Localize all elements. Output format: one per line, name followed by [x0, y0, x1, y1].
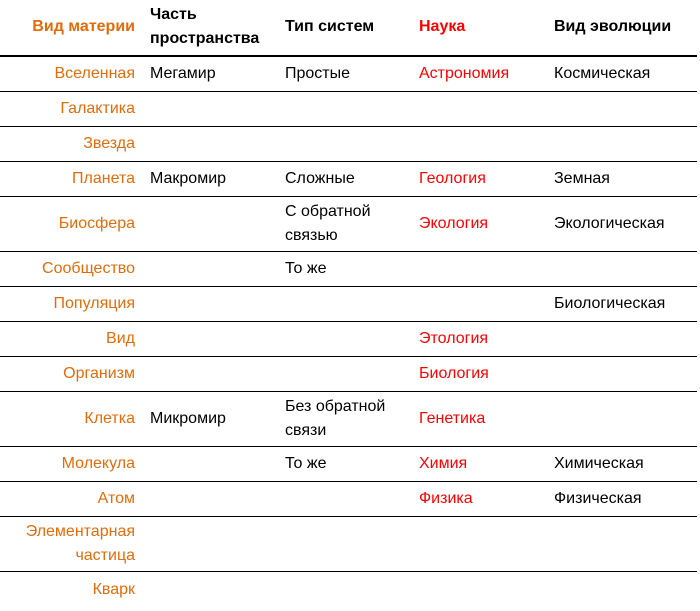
- cell-systems: [277, 516, 411, 571]
- cell-matter: Молекула: [0, 446, 142, 481]
- cell-systems: Без обратной связи: [277, 391, 411, 446]
- table-row: [0, 481, 697, 516]
- cell-evolution: [546, 356, 697, 391]
- cell-space: [142, 481, 277, 516]
- table-row: [0, 516, 697, 571]
- cell-space: [142, 196, 277, 251]
- table-row: [0, 91, 697, 126]
- cell-evolution: Биологическая: [546, 286, 697, 321]
- cell-science: Химия: [411, 446, 546, 481]
- cell-space: [142, 251, 277, 286]
- cell-matter: Планета: [0, 161, 142, 196]
- cell-space: [142, 91, 277, 126]
- table-row: [0, 391, 697, 446]
- cell-matter: Звезда: [0, 126, 142, 161]
- header-science: Наука: [411, 0, 546, 56]
- cell-evolution: Экологическая: [546, 196, 697, 251]
- cell-systems: [277, 481, 411, 516]
- cell-science: [411, 91, 546, 126]
- cell-space: [142, 571, 277, 608]
- cell-matter: Сообщество: [0, 251, 142, 286]
- table-row: [0, 56, 697, 91]
- cell-science: Экология: [411, 196, 546, 251]
- cell-matter: Элементарная частица: [0, 516, 142, 571]
- cell-evolution: [546, 571, 697, 608]
- cell-systems: [277, 356, 411, 391]
- header-system-type: Тип систем: [277, 0, 411, 56]
- cell-systems: То же: [277, 446, 411, 481]
- cell-evolution: [546, 516, 697, 571]
- cell-evolution: [546, 391, 697, 446]
- cell-systems: [277, 126, 411, 161]
- cell-science: Астрономия: [411, 56, 546, 91]
- table-row: [0, 321, 697, 356]
- cell-evolution: [546, 126, 697, 161]
- header-evolution-type: Вид эволюции: [546, 0, 697, 56]
- cell-space: Макромир: [142, 161, 277, 196]
- cell-science: Этология: [411, 321, 546, 356]
- table-row: [0, 196, 697, 251]
- header-matter-type: Вид материи: [0, 0, 142, 56]
- cell-space: [142, 321, 277, 356]
- cell-systems: [277, 286, 411, 321]
- cell-science: Генетика: [411, 391, 546, 446]
- cell-systems: С обратной связью: [277, 196, 411, 251]
- table-row: [0, 251, 697, 286]
- cell-systems: [277, 321, 411, 356]
- header-row: [0, 0, 697, 56]
- cell-matter: Вид: [0, 321, 142, 356]
- cell-science: Биология: [411, 356, 546, 391]
- cell-science: [411, 286, 546, 321]
- cell-science: [411, 516, 546, 571]
- cell-evolution: Космическая: [546, 56, 697, 91]
- cell-science: [411, 251, 546, 286]
- cell-space: [142, 516, 277, 571]
- cell-evolution: Земная: [546, 161, 697, 196]
- cell-matter: Вселенная: [0, 56, 142, 91]
- table-row: [0, 446, 697, 481]
- cell-science: Геология: [411, 161, 546, 196]
- table-row: [0, 356, 697, 391]
- table-row: [0, 126, 697, 161]
- cell-systems: То же: [277, 251, 411, 286]
- cell-systems: Простые: [277, 56, 411, 91]
- cell-evolution: [546, 321, 697, 356]
- cell-matter: Клетка: [0, 391, 142, 446]
- header-space-part: Часть пространства: [142, 0, 277, 56]
- cell-evolution: [546, 91, 697, 126]
- cell-space: [142, 126, 277, 161]
- cell-systems: Сложные: [277, 161, 411, 196]
- table-row: [0, 286, 697, 321]
- cell-systems: [277, 91, 411, 126]
- cell-evolution: [546, 251, 697, 286]
- cell-evolution: Химическая: [546, 446, 697, 481]
- cell-space: [142, 356, 277, 391]
- cell-systems: [277, 571, 411, 608]
- cell-matter: Популяция: [0, 286, 142, 321]
- cell-matter: Атом: [0, 481, 142, 516]
- table-row: [0, 571, 697, 608]
- cell-space: [142, 286, 277, 321]
- cell-matter: Организм: [0, 356, 142, 391]
- cell-matter: Биосфера: [0, 196, 142, 251]
- cell-space: Микромир: [142, 391, 277, 446]
- cell-space: Мегамир: [142, 56, 277, 91]
- cell-space: [142, 446, 277, 481]
- cell-science: [411, 571, 546, 608]
- table-row: [0, 161, 697, 196]
- cell-matter: Галактика: [0, 91, 142, 126]
- cell-evolution: Физическая: [546, 481, 697, 516]
- cell-science: Физика: [411, 481, 546, 516]
- cell-science: [411, 126, 546, 161]
- cell-matter: Кварк: [92, 580, 135, 598]
